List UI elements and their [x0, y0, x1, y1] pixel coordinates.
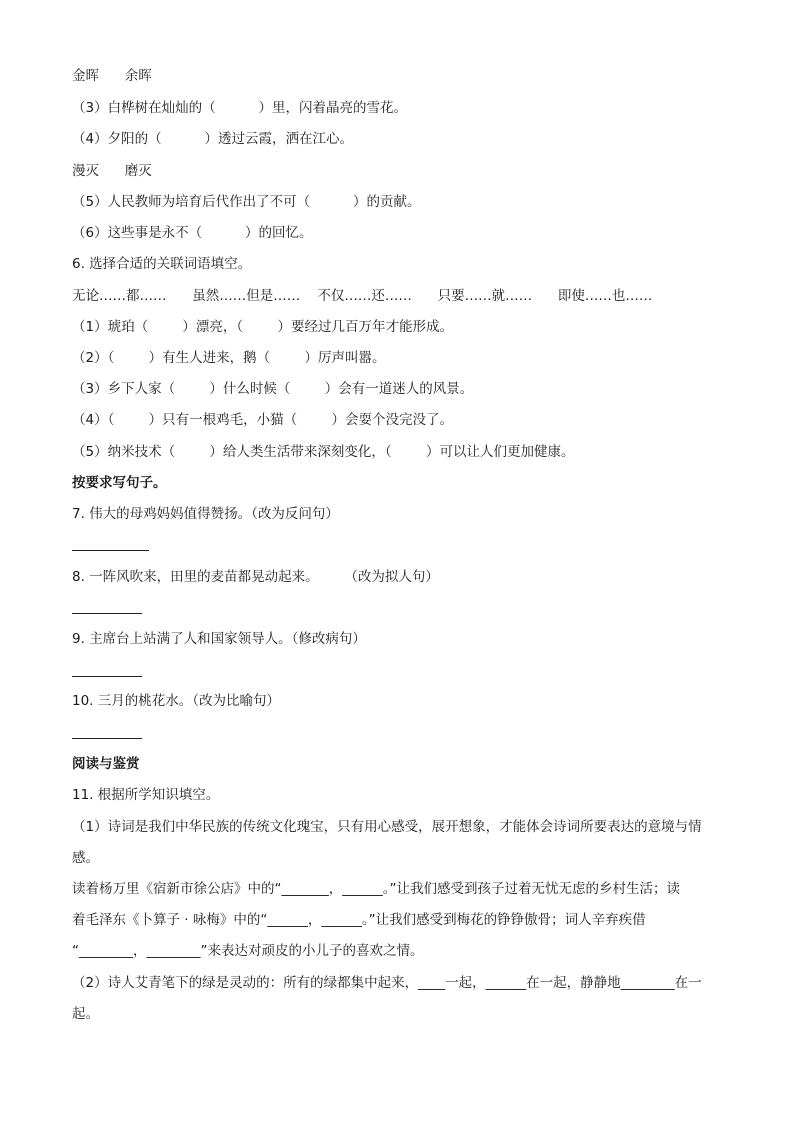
question-line: （3）乡下人家（ ）什么时候（ ）会有一道迷人的风景。: [72, 381, 474, 397]
question-line: “________，________”来表达对顽皮的小儿子的喜欢之情。: [72, 943, 424, 959]
question-line: （4）（ ）只有一根鸡毛，小猫（ ）会耍个没完没了。: [72, 412, 453, 428]
word-options-line: 漫灭 磨灭: [72, 163, 152, 179]
question-line: 7. 伟大的母鸡妈妈值得赞扬。（改为反问句）: [72, 506, 339, 522]
question-line: （1）诗词是我们中华民族的传统文化瑰宝，只有用心感受，展开想象，才能体会诗词所要表达的意境与情: [72, 819, 702, 835]
question-line: 8. 一阵风吹来，田里的麦苗都晃动起来。 （改为拟人句）: [72, 569, 439, 585]
word-options-line: 金晖 余晖: [72, 68, 152, 84]
conjunction-options-line: 无论……都…… 虽然……但是…… 不仅……还…… 只要……就…… 即使……也……: [72, 288, 653, 304]
section-heading: 阅读与鉴赏: [72, 756, 140, 772]
question-line: （1）琥珀（ ）漂亮，（ ）要经过几百万年才能形成。: [72, 319, 453, 335]
question-line: （4）夕阳的（ ）透过云霞，洒在江心。: [72, 131, 354, 147]
answer-blank-line: [72, 738, 142, 739]
question-heading: 6. 选择合适的关联词语填空。: [72, 256, 252, 272]
question-line: （2）（ ）有生人进来，鹅（ ）厉声叫嚣。: [72, 350, 386, 366]
question-line: 10. 三月的桃花水。（改为比喻句）: [72, 693, 281, 709]
answer-blank-line: [72, 676, 142, 677]
question-line: 读着杨万里《宿新市徐公店》中的“_______，______。”让我们感受到孩子过着无忧无虑的乡村生活；读: [72, 881, 680, 897]
question-line: 着毛泽东《卜算子 · 咏梅》中的“______，______。”让我们感受到梅花的铮铮傲骨；词人辛弃疾借: [72, 912, 646, 928]
question-line: 9. 主席台上站满了人和国家领导人。（修改病句）: [72, 631, 366, 647]
question-line: （2）诗人艾青笔下的绿是灵动的：所有的绿都集中起来，____一起，______在一起，静静地________在一: [72, 975, 702, 991]
question-line: （6）这些事是永不（ ）的回忆。: [72, 225, 313, 241]
question-line: 起。: [72, 1006, 99, 1022]
question-heading: 11. 根据所学知识填空。: [72, 787, 220, 803]
question-line: （5）人民教师为培育后代作出了不可（ ）的贡献。: [72, 194, 421, 210]
answer-blank-line: [72, 613, 142, 614]
question-line: （3）白桦树在灿灿的（ ）里，闪着晶亮的雪花。: [72, 100, 408, 116]
section-heading: 按要求写句子。: [72, 475, 167, 491]
question-line: 感。: [72, 850, 99, 866]
answer-blank-line: [72, 550, 149, 551]
question-line: （5）纳米技术（ ）给人类生活带来深刻变化，（ ）可以让人们更加健康。: [72, 444, 575, 460]
